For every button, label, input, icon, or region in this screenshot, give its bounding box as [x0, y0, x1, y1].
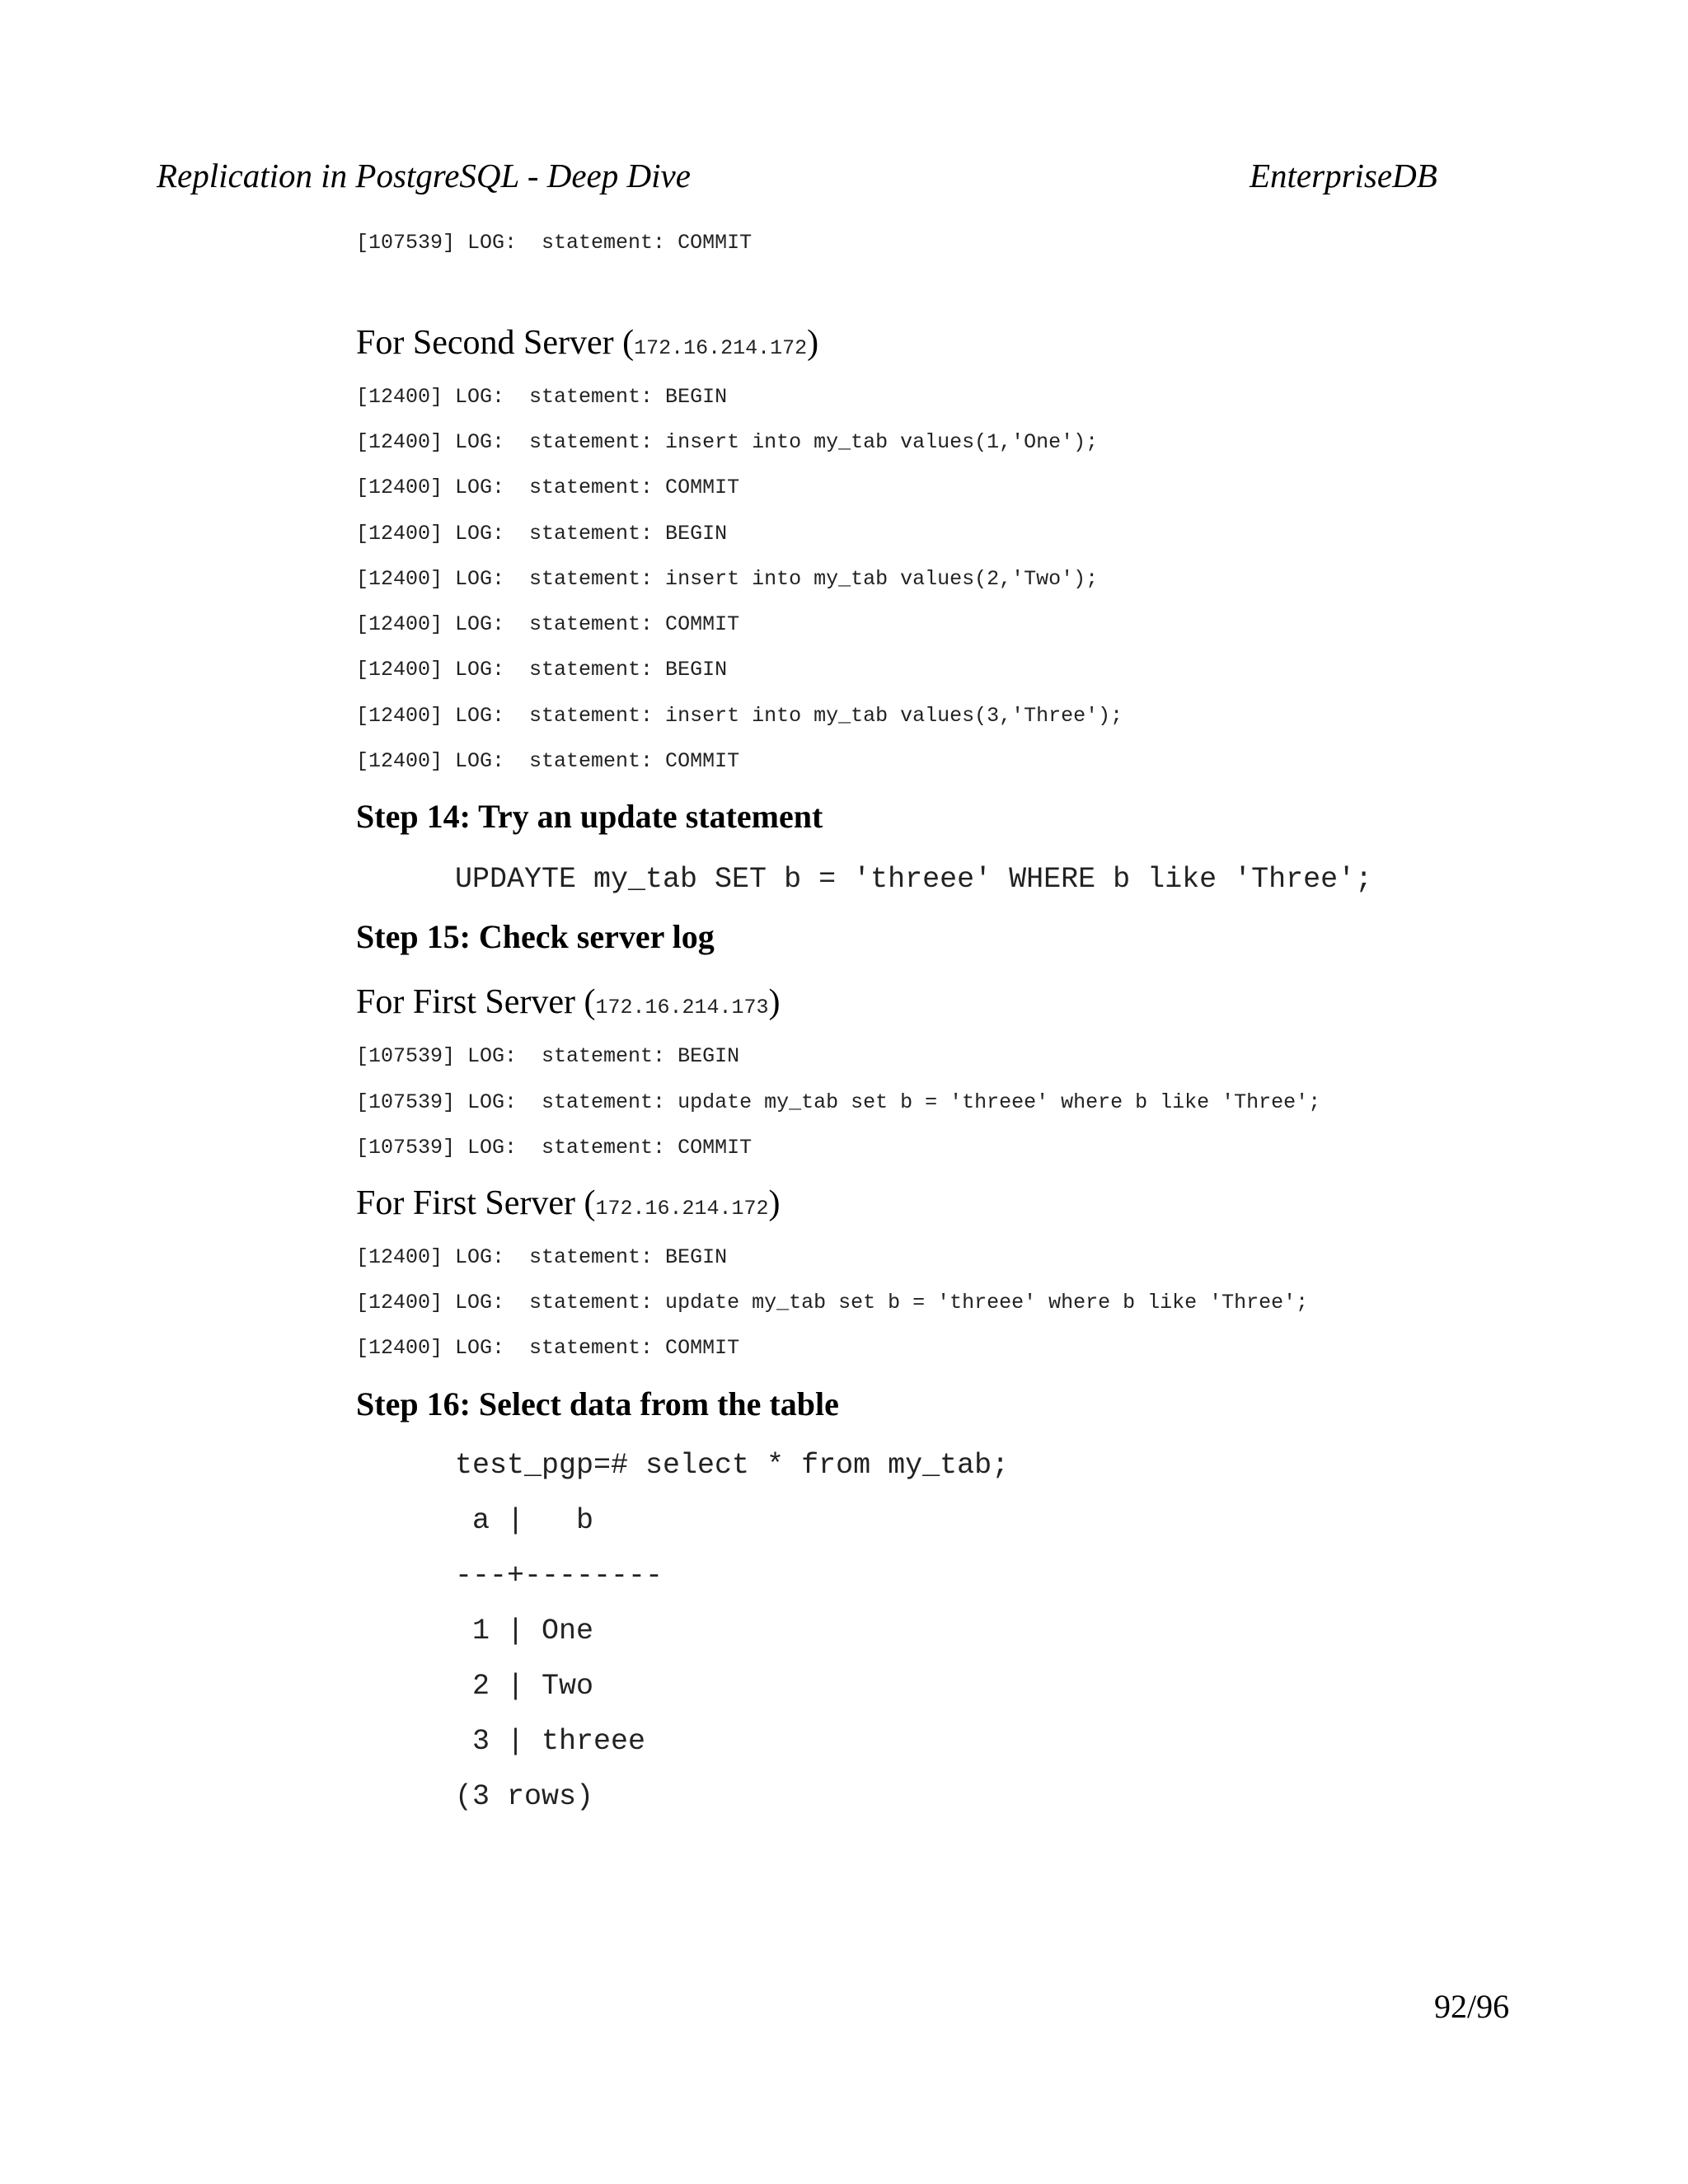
first-server-heading-2: [356, 1182, 781, 1230]
log-line: [12400] LOG: statement: COMMIT: [356, 1336, 740, 1360]
header-company: EnterpriseDB: [1250, 157, 1437, 194]
log-line: [12400] LOG: statement: insert into my_tab values(1,'One');: [356, 430, 1099, 454]
code-line: UPDAYTE my_tab SET b = 'threee' WHERE b like 'Three';: [455, 863, 1373, 896]
log-line: [107539] LOG: statement: COMMIT: [356, 1136, 753, 1160]
log-line: [107539] LOG: statement: BEGIN: [356, 1044, 740, 1068]
log-line: [12400] LOG: statement: BEGIN: [356, 385, 728, 409]
server-label: For First Server (: [356, 1184, 596, 1222]
server-label: For First Server (: [356, 983, 596, 1021]
code-line: a | b: [455, 1504, 594, 1537]
log-line: [12400] LOG: statement: BEGIN: [356, 522, 728, 546]
code-line: (3 rows): [455, 1780, 594, 1813]
code-line: 2 | Two: [455, 1670, 594, 1703]
log-line: [12400] LOG: statement: insert into my_tab values(3,'Three');: [356, 704, 1123, 728]
header-title: Replication in PostgreSQL - Deep Dive: [157, 157, 691, 194]
log-line: [12400] LOG: statement: insert into my_tab values(2,'Two');: [356, 567, 1099, 591]
server-ip: 172.16.214.173: [595, 996, 769, 1019]
second-server-heading: [356, 321, 818, 370]
server-label: For Second Server (: [356, 324, 635, 362]
log-line: [12400] LOG: statement: COMMIT: [356, 749, 740, 773]
server-close: ): [768, 983, 781, 1021]
log-line: [12400] LOG: statement: update my_tab set b = 'threee' where b like 'Three';: [356, 1291, 1309, 1315]
log-line: [12400] LOG: statement: COMMIT: [356, 612, 740, 636]
server-ip: 172.16.214.172: [634, 336, 808, 360]
first-server-heading: [356, 981, 781, 1029]
step-15-heading: Step 15: Check server log: [356, 918, 715, 955]
log-line: [12400] LOG: statement: BEGIN: [356, 658, 728, 682]
log-line: [107539] LOG: statement: update my_tab set b = 'threee' where b like 'Three';: [356, 1090, 1321, 1114]
server-close: ): [807, 324, 819, 362]
server-close: ): [768, 1184, 781, 1222]
log-line: [107539] LOG: statement: COMMIT: [356, 231, 753, 255]
step-14-heading: Step 14: Try an update statement: [356, 798, 823, 835]
page-number: 92/96: [1434, 1988, 1510, 2025]
code-line: test_pgp=# select * from my_tab;: [455, 1449, 1010, 1482]
server-ip: 172.16.214.172: [595, 1197, 769, 1221]
code-line: 3 | threee: [455, 1725, 646, 1758]
log-line: [12400] LOG: statement: BEGIN: [356, 1245, 728, 1269]
log-line: [12400] LOG: statement: COMMIT: [356, 476, 740, 499]
step-16-heading: Step 16: Select data from the table: [356, 1385, 839, 1422]
code-line: 1 | One: [455, 1615, 594, 1647]
code-line: ---+--------: [455, 1559, 663, 1592]
